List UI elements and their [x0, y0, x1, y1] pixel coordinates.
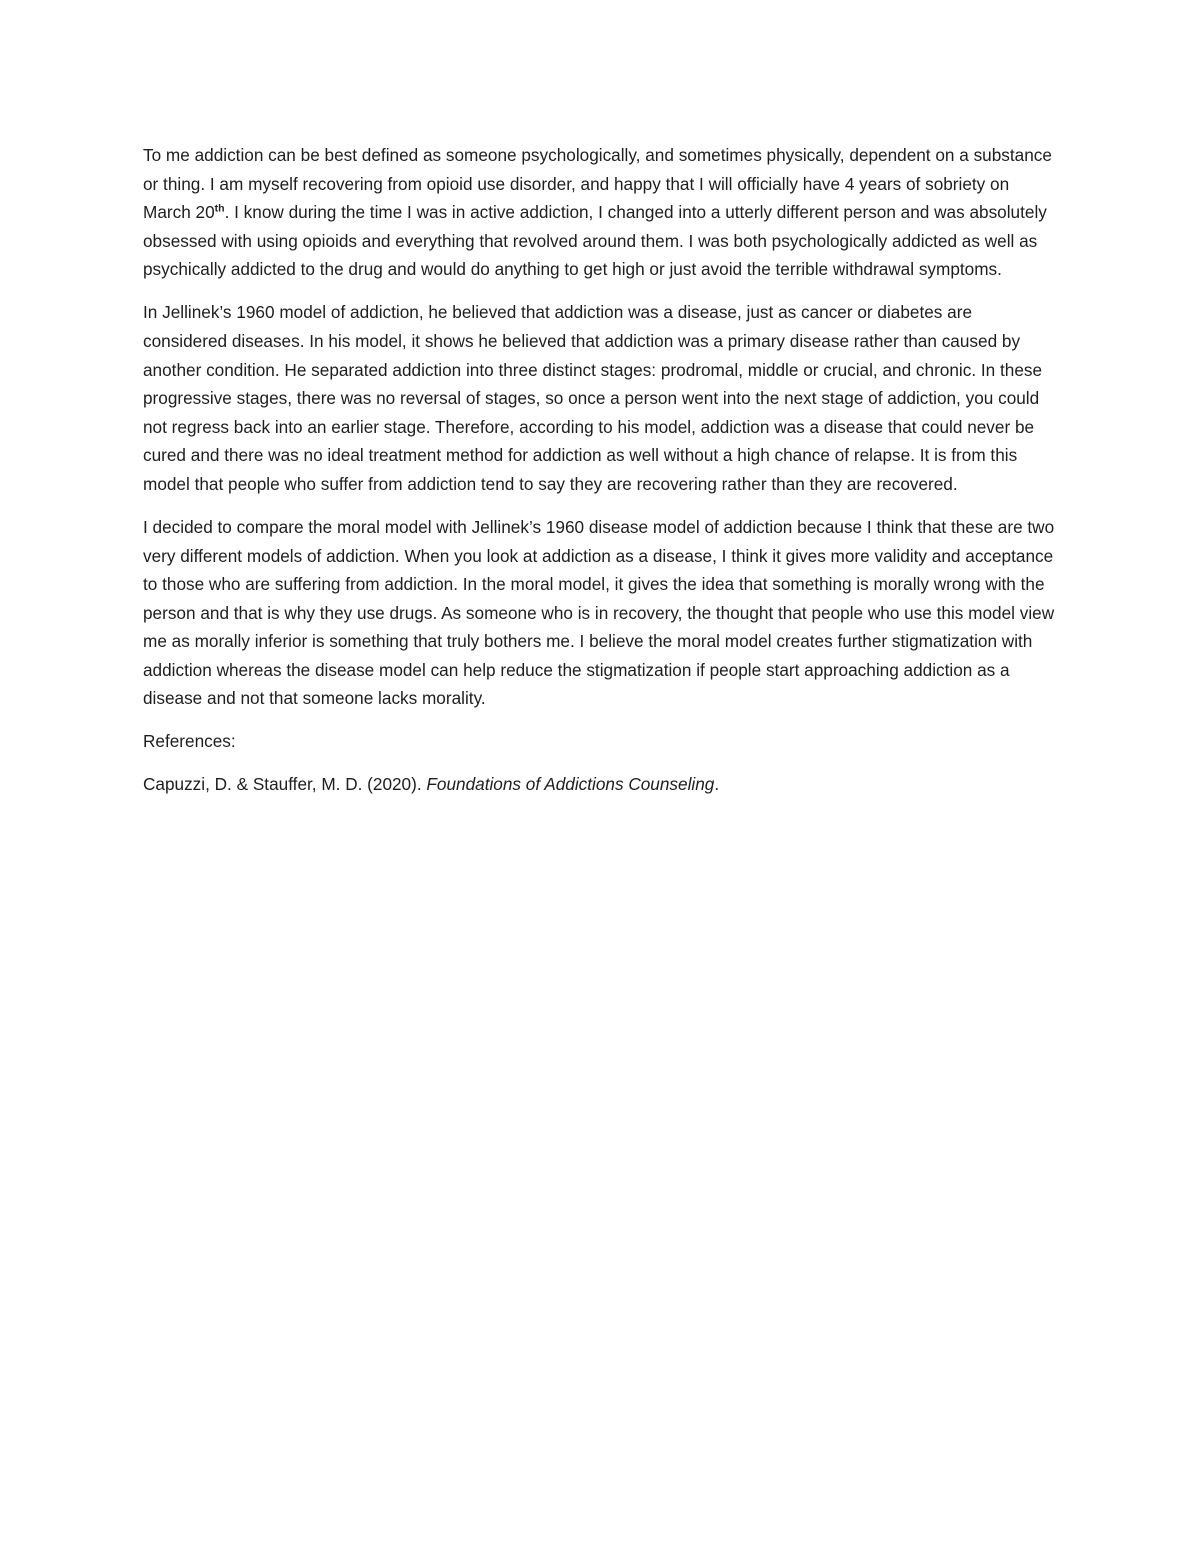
reference-authors: Capuzzi, D. & Stauffer, M. D. (2020). — [143, 774, 427, 795]
reference-end: . — [714, 774, 720, 795]
reference-entry — [143, 770, 1058, 799]
superscript-ordinal: th — [214, 202, 225, 215]
paragraph-text: . I know during the time I was in active addiction, I changed into a utterly different person and was absolutely obsessed with using opioids and everything that revolved around them. I was both psychologically addicted as well as psychically addicted to the drug and would do anything to get high or just avoid the terrible withdrawal symptoms. — [143, 202, 1047, 280]
paragraph-model-comparison: I decided to compare the moral model with Jellinek’s 1960 disease model of addiction because I think that these are two very different models of addiction. When you look at addiction as a disease, I think it gives more validity and acceptance to those who are suffering from addiction. In the moral model, it gives the idea that something is morally wrong with the person and that is why they use drugs. As someone who is in recovery, the thought that people who use this model view me as morally inferior is something that truly bothers me. I believe the moral model creates further stigmatization with addiction whereas the disease model can help reduce the stigmatization if people start approaching addiction as a disease and not that someone lacks morality. — [143, 516, 1055, 709]
references-heading: References: — [143, 731, 236, 752]
paragraph-jellinek-model: In Jellinek’s 1960 model of addiction, he believed that addiction was a disease, just as cancer or diabetes are considered diseases. In his model, it shows he believed that addiction was a primary disease rather than caused by another condition. He separated addiction into three distinct stages: prodromal, middle or crucial, and chronic. In these progressive stages, there was no reversal of stages, so once a person went into the next stage of addiction, you could not regress back into an earlier stage. Therefore, according to his model, addiction was a disease that could never be cured and there was no ideal treatment method for addiction as well without a high chance of relapse. It is from this model that people who suffer from addiction tend to say they are recovering rather than they are recovered. — [143, 302, 1043, 494]
document-page — [143, 141, 1058, 813]
paragraph-addiction-definition — [143, 141, 1058, 284]
paragraph-text: To me addiction can be best defined as someone psychologically, and sometimes physically, dependent on a substance or thing. I am myself recovering from opioid use disorder, and happy that I will officially have 4 years of sobriety on March 20 — [143, 145, 1052, 223]
reference-title: Foundations of Addictions Counseling — [426, 774, 715, 795]
